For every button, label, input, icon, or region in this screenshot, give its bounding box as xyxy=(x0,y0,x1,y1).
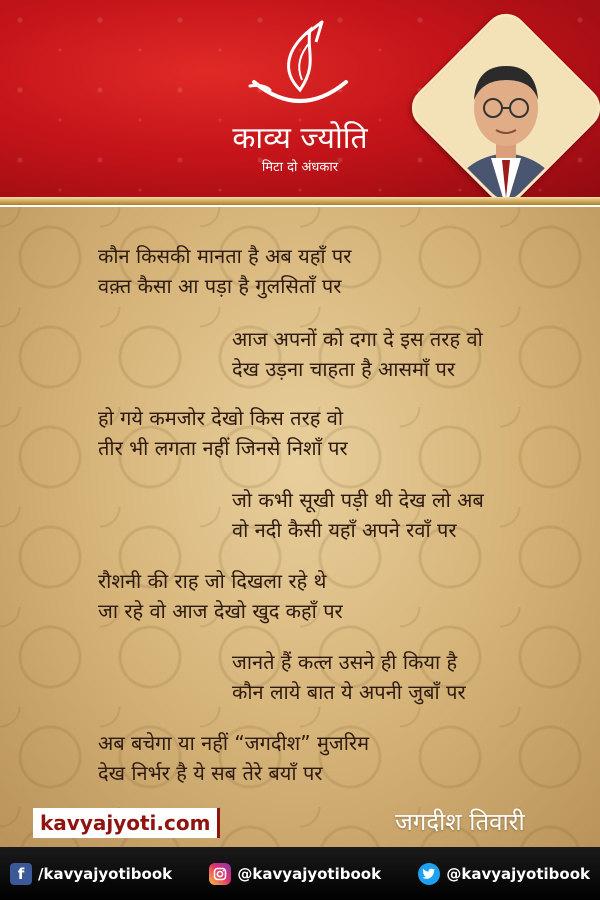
stanza-7 xyxy=(98,728,369,788)
instagram-handle: @kavyajyotibook xyxy=(237,864,382,883)
poem-line: देख निर्भर है ये सब तेरे बयाँ पर xyxy=(98,761,323,785)
poem-line: रौशनी की राह जो दिखला रहे थे xyxy=(98,569,327,593)
poem-line: हो गये कमजोर देखो किस तरह वो xyxy=(98,406,344,430)
poem-line: कौन लाये बात ये अपनी जुबाँ पर xyxy=(232,680,466,704)
poem-line: जा रहे वो आज देखो खुद कहाँ पर xyxy=(98,599,343,623)
instagram-link[interactable] xyxy=(209,863,381,885)
poem-line: वो नदी कैसी यहाँ अपने रवाँ पर xyxy=(232,518,457,542)
site-link[interactable] xyxy=(33,808,220,838)
twitter-link[interactable] xyxy=(418,863,590,885)
poem-area xyxy=(0,207,600,847)
stanza-1 xyxy=(98,241,351,301)
stanza-4 xyxy=(232,485,484,545)
poem-line: अब बचेगा या नहीं “जगदीश” मुजरिम xyxy=(98,731,370,755)
gold-divider xyxy=(0,197,600,205)
logo xyxy=(205,20,395,200)
site-url: kavyajyoti.com xyxy=(40,811,211,835)
poem-line: जानते हैं कत्ल उसने ही किया है xyxy=(232,650,458,674)
poem-line: वक़्त कैसा आ पड़ा है गुलसिताँ पर xyxy=(98,274,342,298)
facebook-icon: f xyxy=(10,863,32,885)
header-banner xyxy=(0,0,600,205)
poem-line: तीर भी लगता नहीं जिनसे निशाँ पर xyxy=(98,436,348,460)
author-name: जगदीश तिवारी xyxy=(395,808,525,836)
poem-line: जो कभी सूखी पड़ी थी देख लो अब xyxy=(232,488,484,512)
logo-title: काव्य ज्योति xyxy=(232,121,368,156)
facebook-handle: /kavyajyotibook xyxy=(38,864,173,883)
instagram-icon xyxy=(209,863,231,885)
social-footer xyxy=(0,847,600,900)
logo-tagline: मिटा दो अंधकार xyxy=(261,160,339,175)
stanza-5 xyxy=(98,566,343,626)
twitter-bird-icon xyxy=(418,863,440,885)
poem-line: देख उड़ना चाहता है आसमाँ पर xyxy=(232,357,456,381)
diya-quill-icon xyxy=(240,20,360,120)
twitter-handle: @kavyajyotibook xyxy=(446,864,590,883)
poem-line: कौन किसकी मानता है अब यहाँ पर xyxy=(98,244,352,268)
stanza-2 xyxy=(232,324,483,384)
stanza-3 xyxy=(98,403,348,463)
poem-line: आज अपनों को दगा दे इस तरह वो xyxy=(232,327,483,351)
facebook-link[interactable] xyxy=(10,863,172,885)
stanza-6 xyxy=(232,647,466,707)
